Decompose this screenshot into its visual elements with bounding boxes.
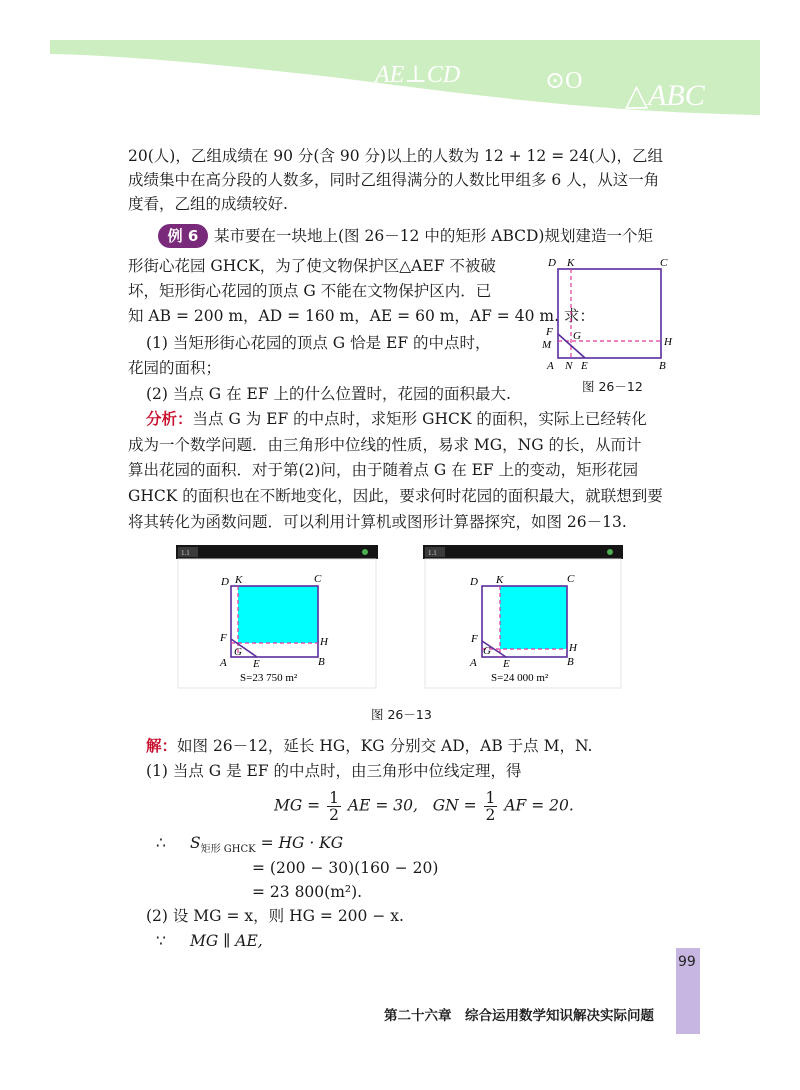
fig12-label-G: G bbox=[573, 330, 581, 342]
formula-mg: MG = bbox=[274, 796, 321, 815]
fig13-left-label-K: K bbox=[235, 574, 243, 586]
header-banner bbox=[0, 0, 800, 120]
analysis-line1-text: 当点 G 为 EF 的中点时，求矩形 GHCK 的面积，实际上已经转化 bbox=[192, 410, 647, 428]
fig12-label-D: D bbox=[548, 257, 556, 269]
analysis-line2: 成为一个数学问题．由三角形中位线的性质，易求 MG，NG 的长，从而计 bbox=[128, 436, 642, 454]
chapter-footer: 第二十六章 综合运用数学知识解决实际问题 bbox=[384, 1008, 654, 1024]
fig13-left-label-D: D bbox=[221, 576, 229, 588]
fraction-half-2: $\frac{1}{2}$ bbox=[485, 789, 496, 824]
example-line4: 知 AB = 200 m，AD = 160 m，AE = 60 m，AF = 40 m. 求： bbox=[128, 307, 595, 325]
area-subscript: 矩形 GHCK bbox=[200, 844, 256, 856]
fig13-left-label-E: E bbox=[253, 658, 260, 670]
solution-line3: (2) 设 MG = x，则 HG = 200 − x. bbox=[146, 907, 404, 925]
area-step2: = (200 − 30)(160 − 20) bbox=[252, 859, 439, 877]
fig12-label-K: K bbox=[567, 257, 575, 269]
area-s: S bbox=[190, 834, 201, 852]
page-number: 99 bbox=[678, 954, 696, 970]
example-line2: 形街心花园 GHCK，为了使文物保护区△AEF 不被破 bbox=[128, 257, 496, 275]
fig13-left-label-F: F bbox=[220, 632, 227, 644]
area-step3: = 23 800(m²). bbox=[252, 883, 363, 901]
fig13-caption: 图 26－13 bbox=[371, 707, 432, 722]
fig12-label-N: N bbox=[565, 360, 573, 372]
area-hg-kg: = HG · KG bbox=[260, 834, 344, 852]
therefore-symbol: ∴ bbox=[156, 834, 166, 852]
fig13-right-label-G: G bbox=[483, 645, 491, 657]
example-line3: 坏，矩形街心花园的顶点 G 不能在文物保护区内．已 bbox=[128, 282, 492, 300]
header-deco-2: ⊙O bbox=[545, 68, 583, 94]
fraction-half-1: $\frac{1}{2}$ bbox=[329, 789, 339, 824]
formula-ae: AE = 30, bbox=[347, 796, 418, 815]
example-badge: 例 6 bbox=[158, 224, 208, 248]
example-line1: 某市要在一块地上(图 26－12 中的矩形 ABCD)规划建造一个矩 bbox=[214, 227, 653, 245]
figure-26-13-left bbox=[176, 545, 378, 690]
example-line6: 花园的面积； bbox=[128, 359, 222, 377]
formula-af: AF = 20. bbox=[504, 796, 574, 815]
fig13-right-label-D: D bbox=[470, 576, 478, 588]
header-deco-3: △ABC bbox=[625, 79, 705, 112]
fig13-left-tab: 1.1 bbox=[181, 549, 190, 557]
fig13-right-label-H: H bbox=[569, 642, 577, 654]
solution-line2: (1) 当点 G 是 EF 的中点时，由三角形中位线定理，得 bbox=[146, 762, 522, 780]
analysis-label: 分析： bbox=[146, 409, 193, 428]
page-number-tab bbox=[676, 948, 700, 1034]
header-deco-1: AE⊥CD bbox=[375, 62, 461, 88]
fig13-right-label-E: E bbox=[503, 658, 510, 670]
example-line5: (1) 当矩形街心花园的顶点 G 恰是 EF 的中点时， bbox=[146, 334, 491, 352]
fig12-label-A: A bbox=[547, 360, 554, 372]
solution-line1-text: 如图 26－12，延长 HG，KG 分别交 AD，AB 于点 M，N. bbox=[177, 737, 593, 755]
fig13-left-label-H: H bbox=[320, 636, 328, 648]
fig13-right-label-C: C bbox=[567, 573, 575, 585]
midline-formula bbox=[274, 790, 574, 823]
fig13-left-area: S=23 750 m² bbox=[240, 672, 298, 684]
fig12-label-B: B bbox=[659, 360, 666, 372]
because-symbol: ∵ bbox=[156, 932, 166, 950]
fig12-label-F: F bbox=[546, 326, 553, 338]
para1-line1: 20(人)，乙组成绩在 90 分(含 90 分)以上的人数为 12 + 12 = 24(人)，乙组 bbox=[128, 147, 663, 165]
fig13-right-tab: 1.1 bbox=[428, 549, 437, 557]
fig13-left-label-A: A bbox=[220, 657, 227, 669]
fig13-left-label-G: G bbox=[234, 646, 242, 658]
analysis-line5: 将其转化为函数问题．可以利用计算机或图形计算器探究，如图 26－13. bbox=[128, 513, 627, 531]
fig13-right-label-B: B bbox=[567, 656, 574, 668]
example-line7: (2) 当点 G 在 EF 上的什么位置时，花园的面积最大. bbox=[146, 385, 511, 403]
analysis-line1 bbox=[146, 408, 647, 430]
figure-26-12 bbox=[538, 252, 680, 374]
fig12-label-E: E bbox=[581, 360, 588, 372]
fig13-left-label-C: C bbox=[314, 573, 322, 585]
fig13-left-label-B: B bbox=[318, 656, 325, 668]
analysis-line4: GHCK 的面积也在不断地变化，因此，要求何时花园的面积最大，就联想到要 bbox=[128, 487, 663, 505]
figure-26-13-right bbox=[423, 545, 623, 690]
analysis-line3: 算出花园的面积．对于第(2)问，由于随着点 G 在 EF 上的变动，矩形花园 bbox=[128, 461, 639, 479]
para1-line2: 成绩集中在高分段的人数多，同时乙组得满分的人数比甲组多 6 人，从这一角 bbox=[128, 171, 660, 189]
solution-label: 解： bbox=[146, 736, 178, 755]
fig13-right-label-K: K bbox=[496, 574, 504, 586]
formula-gn: GN = bbox=[432, 796, 477, 815]
solution-line4: MG ∥ AE, bbox=[190, 932, 263, 950]
fig13-right-label-A: A bbox=[470, 657, 477, 669]
fig12-label-C: C bbox=[660, 257, 668, 269]
fig12-label-M: M bbox=[542, 339, 552, 351]
fig12-caption: 图 26－12 bbox=[582, 379, 643, 394]
fig13-right-label-F: F bbox=[471, 633, 478, 645]
solution-line1 bbox=[146, 735, 592, 757]
fig12-label-H: H bbox=[664, 336, 672, 348]
fig13-right-area: S=24 000 m² bbox=[491, 672, 549, 684]
para1-line3: 度看，乙组的成绩较好. bbox=[128, 195, 288, 213]
